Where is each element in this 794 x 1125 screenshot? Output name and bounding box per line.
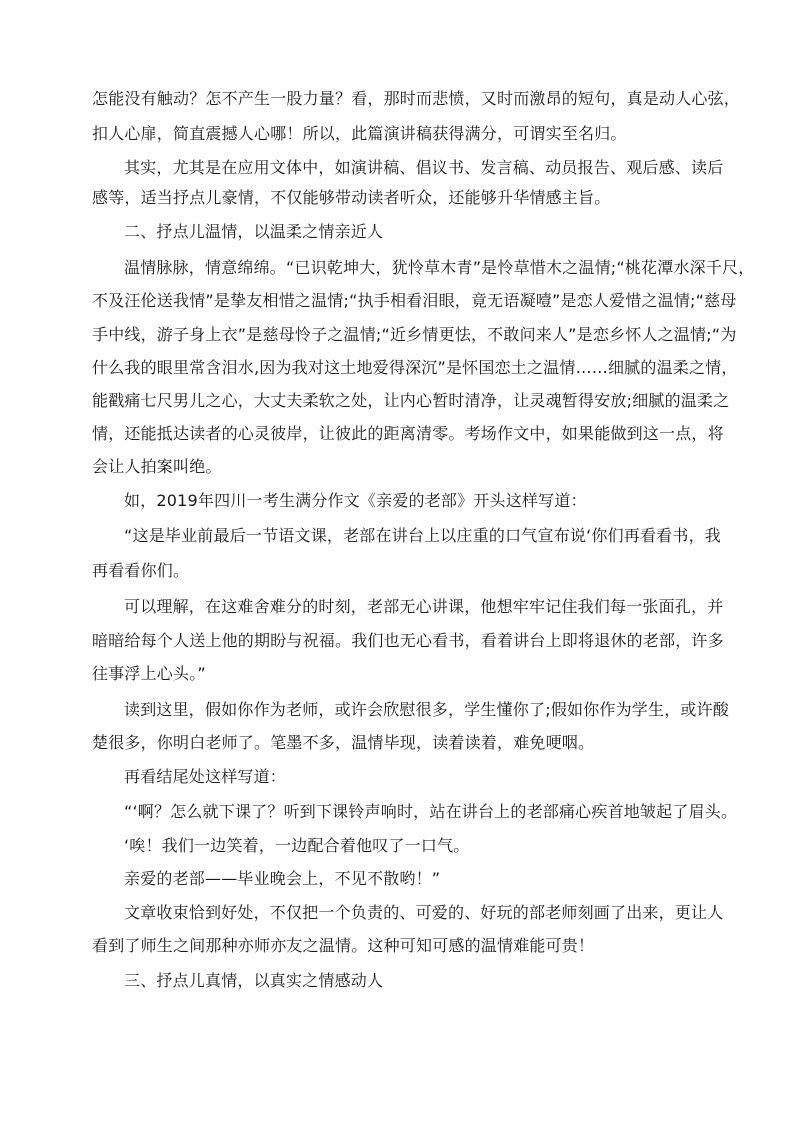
text-line: 其实，尤其是在应用文体中，如演讲稿、倡议书、发言稿、动员报告、观后感、读后 <box>124 158 724 177</box>
text-line: 再看看你们。 <box>92 561 190 580</box>
text-line: ‘唉！我们一边笑着，一边配合着他叹了一口气。 <box>124 836 470 855</box>
section-heading: 二、抒点儿温情，以温柔之情亲近人 <box>124 222 384 241</box>
text-line: “‘啊？怎么就下课了？听到下课铃声响时，站在讲台上的老部痛心疾首地皱起了眉头。 <box>124 802 738 821</box>
text-line: 能戳痛七尺男儿之心，大丈夫柔软之处，让内心暂时清净，让灵魂暂得安放;细腻的温柔之 <box>92 391 730 410</box>
text-line: 再看结尾处这样写道： <box>124 767 287 786</box>
text-line: 文章收束恰到好处，不仅把一个负责的、可爱的、好玩的部老师刻画了出来，更让人 <box>124 903 724 922</box>
text-line: “这是毕业前最后一节语文课，老部在讲台上以庄重的口气宣布说‘你们再看看书，我 <box>124 526 721 545</box>
text-line: 亲爱的老部——毕业晚会上，不见不散哟！” <box>124 869 441 888</box>
text-line: 楚很多，你明白老师了。笔墨不多，温情毕现，读着读着，难免哽咽。 <box>92 733 595 752</box>
text-line: 不及汪伦送我情”是挚友相惜之温情;“执手相看泪眼，竟无语凝噎”是恋人爱惜之温情;“慈母 <box>92 291 737 310</box>
text-line: 看到了师生之间那种亦师亦友之温情。这种可知可感的温情难能可贵！ <box>92 936 595 955</box>
text-line: 如，2019年四川一考生满分作文《亲爱的老部》开头这样写道： <box>124 491 587 510</box>
text-line: 读到这里，假如你作为老师，或许会欣慰很多，学生懂你了;假如你作为学生，或许酸 <box>124 700 729 719</box>
section-heading: 三、抒点儿真情，以真实之情感动人 <box>124 971 384 990</box>
text-line: 怎能没有触动？怎不产生一股力量？看，那时而悲愤，又时而激昂的短句，真是动人心弦， <box>92 89 741 108</box>
text-line: 情，还能抵达读者的心灵彼岸，让彼此的距离清零。考场作文中，如果能做到这一点，将 <box>92 424 724 443</box>
text-line: 什么我的眼里常含泪水,因为我对这土地爱得深沉”是怀国恋土之温情……细腻的温柔之情， <box>92 358 738 377</box>
text-line: 可以理解，在这难舍难分的时刻，老部无心讲课，他想牢牢记住我们每一张面孔，并 <box>124 597 724 616</box>
text-line: 温情脉脉，情意绵绵。“已识乾坤大，犹怜草木青”是怜草惜木之温情;“桃花潭水深千尺， <box>124 258 755 277</box>
text-line: 手中线，游子身上衣”是慈母怜子之温情;“近乡情更怯，不敢问来人”是恋乡怀人之温情;“为 <box>92 325 737 344</box>
text-line: 扣人心扉，简直震撼人心哪！所以，此篇演讲稿获得满分，可谓实至名归。 <box>92 124 627 143</box>
text-line: 暗暗给每个人送上他的期盼与祝福。我们也无心看书，看着讲台上即将退休的老部，许多 <box>92 631 724 650</box>
text-line: 往事浮上心头。” <box>92 664 206 683</box>
text-line: 感等，适当抒点儿豪情，不仅能够带动读者听众，还能够升华情感主旨。 <box>92 188 611 207</box>
text-line: 会让人拍案叫绝。 <box>92 457 222 476</box>
